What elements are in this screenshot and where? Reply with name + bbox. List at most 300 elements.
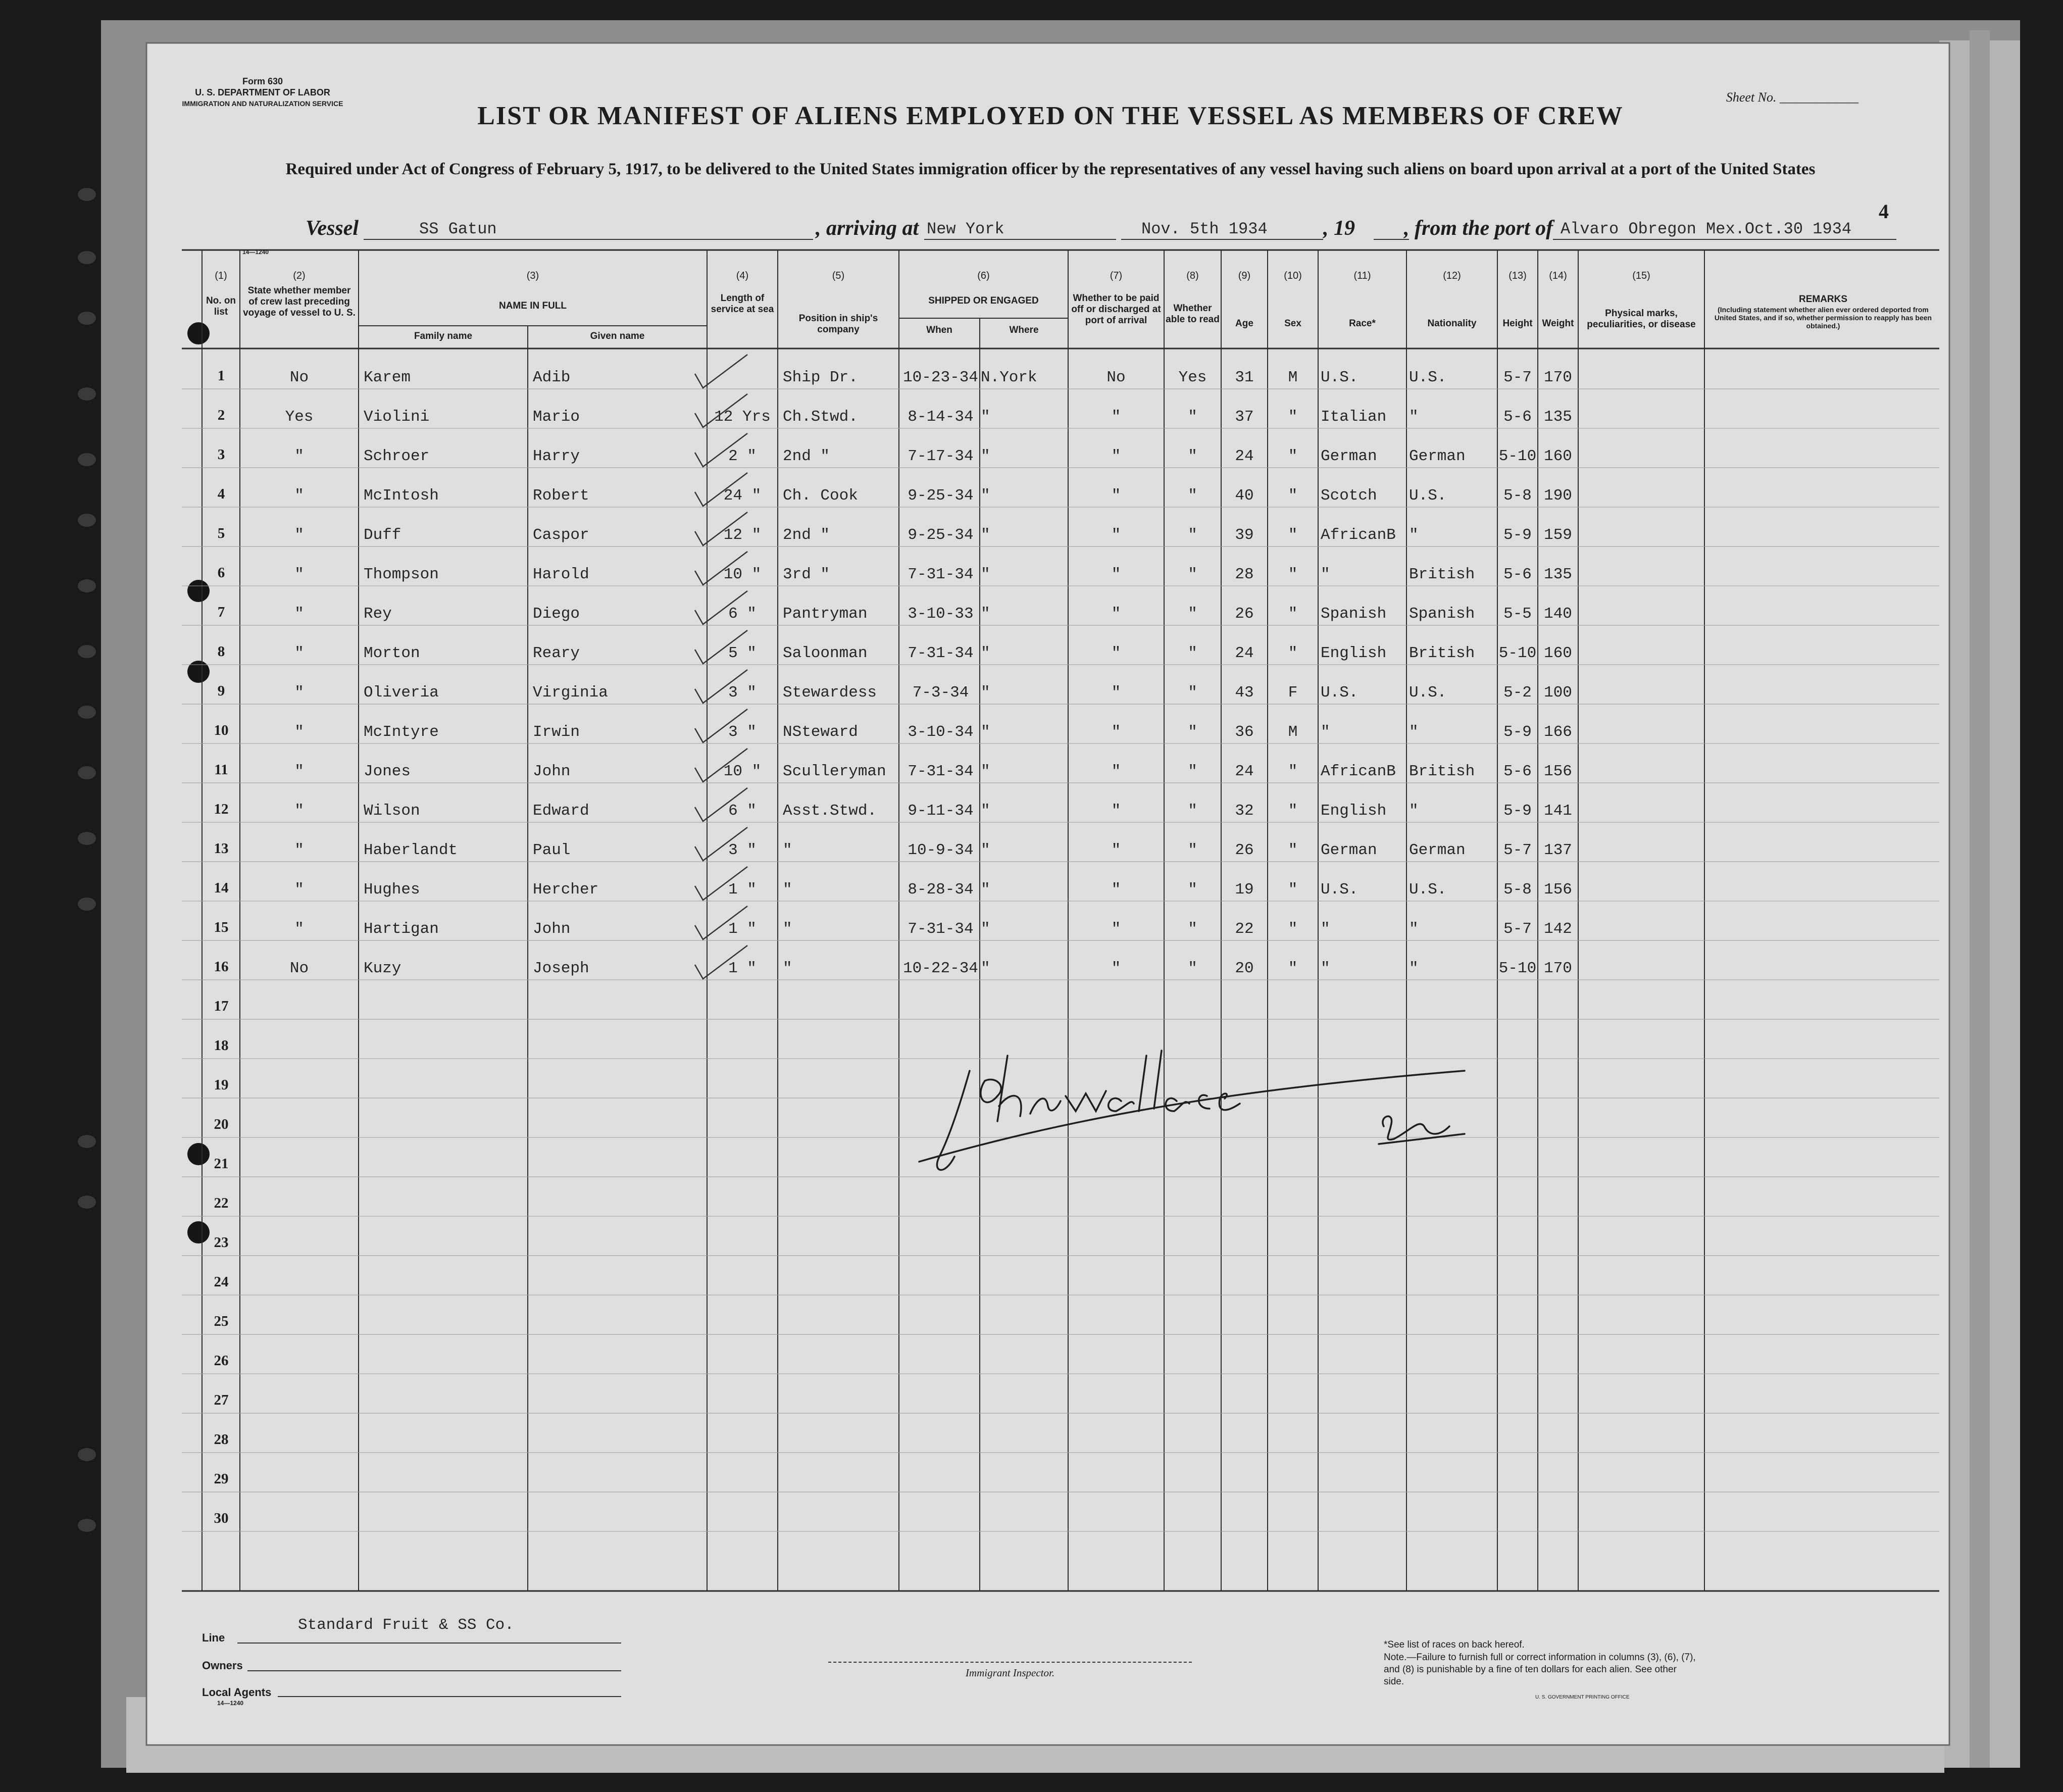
cell-family: Thompson	[364, 566, 439, 583]
page-corner-number: 4	[1879, 200, 1889, 223]
cell-nationality: U.S.	[1409, 369, 1447, 386]
cell-prev: Yes	[285, 408, 314, 426]
col-num-5: (5)	[832, 270, 845, 281]
cell-age: 26	[1235, 841, 1254, 859]
col-header-height: Height	[1502, 318, 1533, 329]
col-header-when: When	[926, 325, 952, 335]
cell-race: "	[1321, 723, 1330, 741]
cell-prev: No	[289, 960, 309, 977]
cell-nationality: U.S.	[1409, 487, 1447, 505]
service: IMMIGRATION AND NATURALIZATION SERVICE	[182, 99, 343, 108]
row-number: 20	[214, 1116, 229, 1132]
cell-height: 5-6	[1503, 566, 1532, 583]
col-header-remarks-note: (Including statement whether alien ever ordered deported from United States, and if so, whether permission to reapply has been obtained.)	[1714, 306, 1932, 330]
cell-paid: "	[1111, 447, 1121, 465]
cell-sex: "	[1288, 408, 1298, 426]
cell-height: 5-7	[1503, 841, 1532, 859]
row-number: 18	[214, 1037, 229, 1054]
cell-given: Irwin	[533, 723, 580, 741]
row-number: 25	[214, 1313, 229, 1329]
cell-height: 5-9	[1503, 802, 1532, 820]
cell-race: German	[1321, 447, 1377, 465]
check-mark	[695, 512, 747, 545]
cell-prev: "	[294, 920, 304, 938]
cell-height: 5-5	[1503, 605, 1532, 623]
cell-paid: "	[1111, 566, 1121, 583]
cell-service: 3 "	[728, 723, 757, 741]
col-header-remarks: REMARKS	[1798, 294, 1848, 305]
cell-prev: "	[294, 684, 304, 702]
cell-paid: "	[1111, 763, 1121, 780]
sheet-number-label: Sheet No. ____________	[1726, 90, 1858, 105]
cell-position: Ch. Cook	[783, 487, 858, 505]
vessel-label: Vessel	[306, 217, 359, 240]
cell-read: "	[1188, 684, 1197, 702]
cell-family: Hartigan	[364, 920, 439, 938]
cell-paid: "	[1111, 841, 1121, 859]
check-mark	[695, 591, 747, 624]
cell-nationality: "	[1409, 408, 1419, 426]
cell-nationality: Spanish	[1409, 605, 1475, 623]
row-number: 1	[217, 368, 225, 384]
cell-weight: 160	[1544, 644, 1572, 662]
cell-when: 8-28-34	[908, 881, 974, 899]
col-header-physical: Physical marks, peculiarities, or disease	[1587, 308, 1696, 330]
row-number: 26	[214, 1353, 229, 1369]
col-header-family: Family name	[414, 331, 473, 341]
col-header-shipped: SHIPPED OR ENGAGED	[928, 295, 1039, 306]
cell-age: 24	[1235, 763, 1254, 780]
check-mark	[695, 670, 747, 703]
cell-when: 9-11-34	[908, 802, 974, 820]
cell-when: 7-31-34	[908, 763, 974, 780]
cell-service: 12 Yrs	[714, 408, 771, 426]
cell-weight: 160	[1544, 447, 1572, 465]
cell-prev: "	[294, 566, 304, 583]
cell-where: "	[981, 881, 990, 899]
row-number: 27	[214, 1392, 229, 1408]
cell-given: Harold	[533, 566, 589, 583]
col-num-9: (9)	[1238, 270, 1251, 281]
cell-paid: "	[1111, 605, 1121, 623]
cell-prev: "	[294, 802, 304, 820]
cell-weight: 100	[1544, 684, 1572, 702]
cell-service: 24 "	[723, 487, 762, 505]
inspector-label: Immigrant Inspector.	[965, 1667, 1055, 1679]
cell-read: "	[1188, 920, 1197, 938]
check-mark	[695, 433, 747, 467]
col-header-position: Position in ship's company	[798, 313, 878, 335]
check-mark	[695, 709, 747, 742]
cell-read: "	[1188, 960, 1197, 977]
printer-mark: U. S. GOVERNMENT PRINTING OFFICE	[1535, 1695, 1630, 1700]
page-title: LIST OR MANIFEST OF ALIENS EMPLOYED ON THE VESSEL AS MEMBERS OF CREW	[477, 102, 1624, 130]
row-number: 30	[214, 1510, 229, 1526]
cell-given: Adib	[533, 369, 571, 386]
cell-when: 10-22-34	[903, 960, 978, 977]
cell-nationality: "	[1409, 802, 1419, 820]
row-number: 22	[214, 1195, 229, 1211]
cell-weight: 170	[1544, 369, 1572, 386]
cell-position: Saloonman	[783, 644, 868, 662]
cell-age: 39	[1235, 526, 1254, 544]
cell-where: N.York	[981, 369, 1037, 386]
row-number: 19	[214, 1077, 229, 1093]
cell-service: 6 "	[728, 605, 757, 623]
cell-where: "	[981, 763, 990, 780]
cell-where: "	[981, 447, 990, 465]
cell-given: Harry	[533, 447, 580, 465]
cell-service: 5 "	[728, 644, 757, 662]
cell-height: 5-6	[1503, 408, 1532, 426]
cell-family: Morton	[364, 644, 420, 662]
row-number: 9	[217, 683, 225, 699]
cell-height: 5-6	[1503, 763, 1532, 780]
cell-given: John	[533, 920, 571, 938]
vessel-name: SS Gatun	[419, 220, 497, 238]
cell-height: 5-9	[1503, 723, 1532, 741]
check-mark	[695, 630, 747, 664]
cell-sex: M	[1288, 723, 1298, 741]
row-number: 12	[214, 801, 229, 817]
cell-read: "	[1188, 881, 1197, 899]
col-num-3: (3)	[526, 270, 539, 281]
cell-race: AfricanB	[1321, 526, 1396, 544]
cell-sex: "	[1288, 960, 1298, 977]
col-num-6: (6)	[977, 270, 990, 281]
cell-sex: "	[1288, 644, 1298, 662]
cell-position: Sculleryman	[783, 763, 886, 780]
line-label: Line	[202, 1631, 225, 1644]
agents-code: 14—1240	[217, 1700, 244, 1707]
cell-service: 3 "	[728, 684, 757, 702]
cell-age: 31	[1235, 369, 1254, 386]
check-mark	[695, 788, 747, 821]
col-header-nationality: Nationality	[1427, 318, 1477, 329]
cell-age: 22	[1235, 920, 1254, 938]
check-mark	[695, 945, 747, 979]
fine-note: Note.—Failure to furnish full or correct information in columns (3), (6), (7), and (8) is punishable by a fine of ten dollars for each alien. See other side.	[1384, 1652, 1696, 1687]
cell-race: U.S.	[1321, 881, 1358, 899]
cell-where: "	[981, 408, 990, 426]
row-number: 23	[214, 1234, 229, 1251]
row-number: 14	[214, 880, 229, 896]
cell-sex: "	[1288, 802, 1298, 820]
cell-service: 1 "	[728, 920, 757, 938]
col-num-14: (14)	[1549, 270, 1567, 281]
page-subtitle: Required under Act of Congress of February 5, 1917, to be delivered to the United States immigration officer by the representatives of any vessel having such aliens on board upon arrival at a port of the United States	[285, 160, 1816, 178]
check-mark	[695, 827, 747, 861]
cell-when: 3-10-34	[908, 723, 974, 741]
cell-race: Italian	[1321, 408, 1387, 426]
cell-position: Stewardess	[783, 684, 877, 702]
cell-family: Violini	[364, 408, 430, 426]
cell-sex: F	[1288, 684, 1298, 702]
check-mark	[695, 552, 747, 585]
form-number: Form 630	[242, 76, 283, 86]
col-header-given: Given name	[590, 331, 645, 341]
cell-nationality: British	[1409, 566, 1475, 583]
cell-paid: "	[1111, 487, 1121, 505]
cell-paid: "	[1111, 644, 1121, 662]
cell-position: NSteward	[783, 723, 858, 741]
col-num-1: (1)	[215, 270, 227, 281]
cell-paid: "	[1111, 881, 1121, 899]
cell-height: 5-7	[1503, 920, 1532, 938]
cell-service: 2 "	[728, 447, 757, 465]
cell-family: McIntosh	[364, 487, 439, 505]
cell-sex: "	[1288, 920, 1298, 938]
cell-when: 8-14-34	[908, 408, 974, 426]
col-num-2: (2)	[293, 270, 306, 281]
cell-weight: 142	[1544, 920, 1572, 938]
cell-race: Spanish	[1321, 605, 1387, 623]
cell-service: 12 "	[723, 526, 762, 544]
col-header-age: Age	[1235, 318, 1253, 329]
check-mark	[695, 473, 747, 506]
col-header-where: Where	[1009, 325, 1039, 335]
cell-given: John	[533, 763, 571, 780]
cell-family: Haberlandt	[364, 841, 458, 859]
row-number: 7	[217, 604, 225, 620]
cell-where: "	[981, 566, 990, 583]
inspector-signature	[909, 1005, 1490, 1197]
row-number: 4	[217, 486, 225, 502]
cell-height: 5-10	[1498, 447, 1537, 465]
signature-title	[909, 1006, 910, 1007]
col-num-13: (13)	[1508, 270, 1527, 281]
cell-height: 5-10	[1498, 644, 1537, 662]
col-header-race: Race*	[1349, 318, 1376, 329]
cell-nationality: German	[1409, 841, 1466, 859]
cell-race: "	[1321, 960, 1330, 977]
check-mark	[695, 749, 747, 782]
cell-where: "	[981, 644, 990, 662]
cell-weight: 159	[1544, 526, 1572, 544]
from-label: , from the port of	[1404, 217, 1553, 240]
cell-age: 40	[1235, 487, 1254, 505]
cell-height: 5-8	[1503, 881, 1532, 899]
cell-when: 3-10-33	[908, 605, 974, 623]
cell-height: 5-2	[1503, 684, 1532, 702]
cell-when: 7-31-34	[908, 566, 974, 583]
cell-race: English	[1321, 802, 1387, 820]
cell-where: "	[981, 960, 990, 977]
signature-text	[909, 1005, 910, 1006]
cell-race: AfricanB	[1321, 763, 1396, 780]
cell-position: "	[783, 841, 792, 859]
cell-given: Reary	[533, 644, 580, 662]
cell-when: 7-31-34	[908, 920, 974, 938]
cell-when: 9-25-34	[908, 526, 974, 544]
cell-nationality: "	[1409, 723, 1419, 741]
cell-when: 9-25-34	[908, 487, 974, 505]
cell-service: 1 "	[728, 960, 757, 977]
cell-family: Oliveria	[364, 684, 439, 702]
cell-paid: "	[1111, 802, 1121, 820]
row-number: 29	[214, 1471, 229, 1487]
manifest-sheet	[152, 45, 1949, 1743]
cell-age: 24	[1235, 644, 1254, 662]
cell-where: "	[981, 920, 990, 938]
cell-family: Kuzy	[364, 960, 401, 977]
row-number: 24	[214, 1274, 229, 1290]
cell-prev: "	[294, 841, 304, 859]
cell-read: "	[1188, 644, 1197, 662]
cell-height: 5-7	[1503, 369, 1532, 386]
cell-age: 43	[1235, 684, 1254, 702]
cell-family: Schroer	[364, 447, 430, 465]
cell-read: "	[1188, 763, 1197, 780]
cell-service: 6 "	[728, 802, 757, 820]
row-number: 5	[217, 525, 225, 541]
cell-when: 10-23-34	[903, 369, 978, 386]
cell-given: Joseph	[533, 960, 589, 977]
cell-when: 7-31-34	[908, 644, 974, 662]
cell-prev: "	[294, 526, 304, 544]
cell-prev: "	[294, 644, 304, 662]
cell-prev: No	[289, 369, 309, 386]
cell-position: 3rd "	[783, 566, 830, 583]
cell-age: 28	[1235, 566, 1254, 583]
cell-age: 36	[1235, 723, 1254, 741]
col-num-12: (12)	[1443, 270, 1461, 281]
cell-given: Mario	[533, 408, 580, 426]
cell-weight: 156	[1544, 763, 1572, 780]
cell-sex: "	[1288, 447, 1298, 465]
cell-prev: "	[294, 447, 304, 465]
cell-when: 10-9-34	[908, 841, 974, 859]
cell-position: "	[783, 881, 792, 899]
cell-prev: "	[294, 605, 304, 623]
check-marks	[152, 45, 1949, 1743]
cell-service: 10 "	[723, 763, 762, 780]
cell-position: Asst.Stwd.	[783, 802, 877, 820]
cell-read: "	[1188, 526, 1197, 544]
cell-age: 20	[1235, 960, 1254, 977]
cell-weight: 135	[1544, 408, 1572, 426]
cell-given: Virginia	[533, 684, 608, 702]
cell-race: U.S.	[1321, 684, 1358, 702]
cell-sex: "	[1288, 841, 1298, 859]
cell-service: 10 "	[723, 566, 762, 583]
cell-family: Duff	[364, 526, 401, 544]
cell-given: Hercher	[533, 881, 599, 899]
cell-age: 37	[1235, 408, 1254, 426]
col-header-service: Length of service at sea	[711, 293, 774, 315]
cell-family: McIntyre	[364, 723, 439, 741]
cell-sex: "	[1288, 566, 1298, 583]
row-number: 21	[214, 1156, 229, 1172]
cell-prev: "	[294, 487, 304, 505]
cell-weight: 137	[1544, 841, 1572, 859]
row-number: 3	[217, 446, 225, 463]
col-num-7: (7)	[1110, 270, 1123, 281]
cell-nationality: "	[1409, 960, 1419, 977]
cell-paid: "	[1111, 960, 1121, 977]
cell-sex: "	[1288, 526, 1298, 544]
check-mark	[695, 394, 747, 427]
cell-nationality: British	[1409, 763, 1475, 780]
agents-label: Local Agents	[202, 1686, 272, 1699]
cell-read: "	[1188, 408, 1197, 426]
cell-age: 19	[1235, 881, 1254, 899]
cell-paid: "	[1111, 526, 1121, 544]
cell-when: 7-3-34	[912, 684, 969, 702]
cell-weight: 141	[1544, 802, 1572, 820]
year-label: , 19	[1323, 217, 1355, 240]
cell-position: Ship Dr.	[783, 369, 858, 386]
cell-sex: "	[1288, 763, 1298, 780]
cell-where: "	[981, 802, 990, 820]
row-number: 11	[214, 762, 228, 778]
cell-nationality: U.S.	[1409, 684, 1447, 702]
col-num-10: (10)	[1284, 270, 1302, 281]
cell-read: "	[1188, 802, 1197, 820]
row-number: 8	[217, 643, 225, 660]
cell-where: "	[981, 841, 990, 859]
races-note: *See list of races on back hereof.	[1384, 1639, 1525, 1650]
cell-age: 26	[1235, 605, 1254, 623]
cell-given: Caspor	[533, 526, 589, 544]
cell-family: Rey	[364, 605, 392, 623]
col-header-weight: Weight	[1542, 318, 1574, 329]
cell-age: 32	[1235, 802, 1254, 820]
col-num-15: (15)	[1632, 270, 1650, 281]
cell-age: 24	[1235, 447, 1254, 465]
cell-position: "	[783, 920, 792, 938]
cell-family: Karem	[364, 369, 411, 386]
col-header-read: Whether able to read	[1166, 303, 1220, 325]
cell-height: 5-8	[1503, 487, 1532, 505]
col-num-4: (4)	[736, 270, 749, 281]
arrival-port: New York	[927, 220, 1004, 238]
arriving-label: , arriving at	[816, 217, 919, 240]
cell-nationality: German	[1409, 447, 1466, 465]
cell-race: German	[1321, 841, 1377, 859]
cell-sex: "	[1288, 487, 1298, 505]
cell-nationality: "	[1409, 526, 1419, 544]
cell-race: "	[1321, 920, 1330, 938]
cell-weight: 190	[1544, 487, 1572, 505]
cell-where: "	[981, 723, 990, 741]
cell-race: English	[1321, 644, 1387, 662]
cell-nationality: "	[1409, 920, 1419, 938]
cell-family: Hughes	[364, 881, 420, 899]
cell-sex: "	[1288, 605, 1298, 623]
row-number: 28	[214, 1431, 229, 1448]
row-number: 6	[217, 565, 225, 581]
col-header-no: No. on list	[206, 295, 236, 317]
cell-paid: "	[1111, 408, 1121, 426]
cell-given: Paul	[533, 841, 571, 859]
row-number: 16	[214, 959, 229, 975]
arrival-date: Nov. 5th 1934	[1141, 220, 1268, 238]
cell-sex: "	[1288, 881, 1298, 899]
cell-weight: 166	[1544, 723, 1572, 741]
col-num-8: (8)	[1186, 270, 1199, 281]
cell-read: "	[1188, 723, 1197, 741]
cell-service: 3 "	[728, 841, 757, 859]
row-number: 15	[214, 919, 229, 935]
row-number: 10	[214, 722, 229, 738]
cell-sex: M	[1288, 369, 1298, 386]
col-num-11: (11)	[1353, 270, 1371, 281]
cell-prev: "	[294, 723, 304, 741]
cell-position: 2nd "	[783, 526, 830, 544]
cell-read: "	[1188, 487, 1197, 505]
cell-prev: "	[294, 763, 304, 780]
